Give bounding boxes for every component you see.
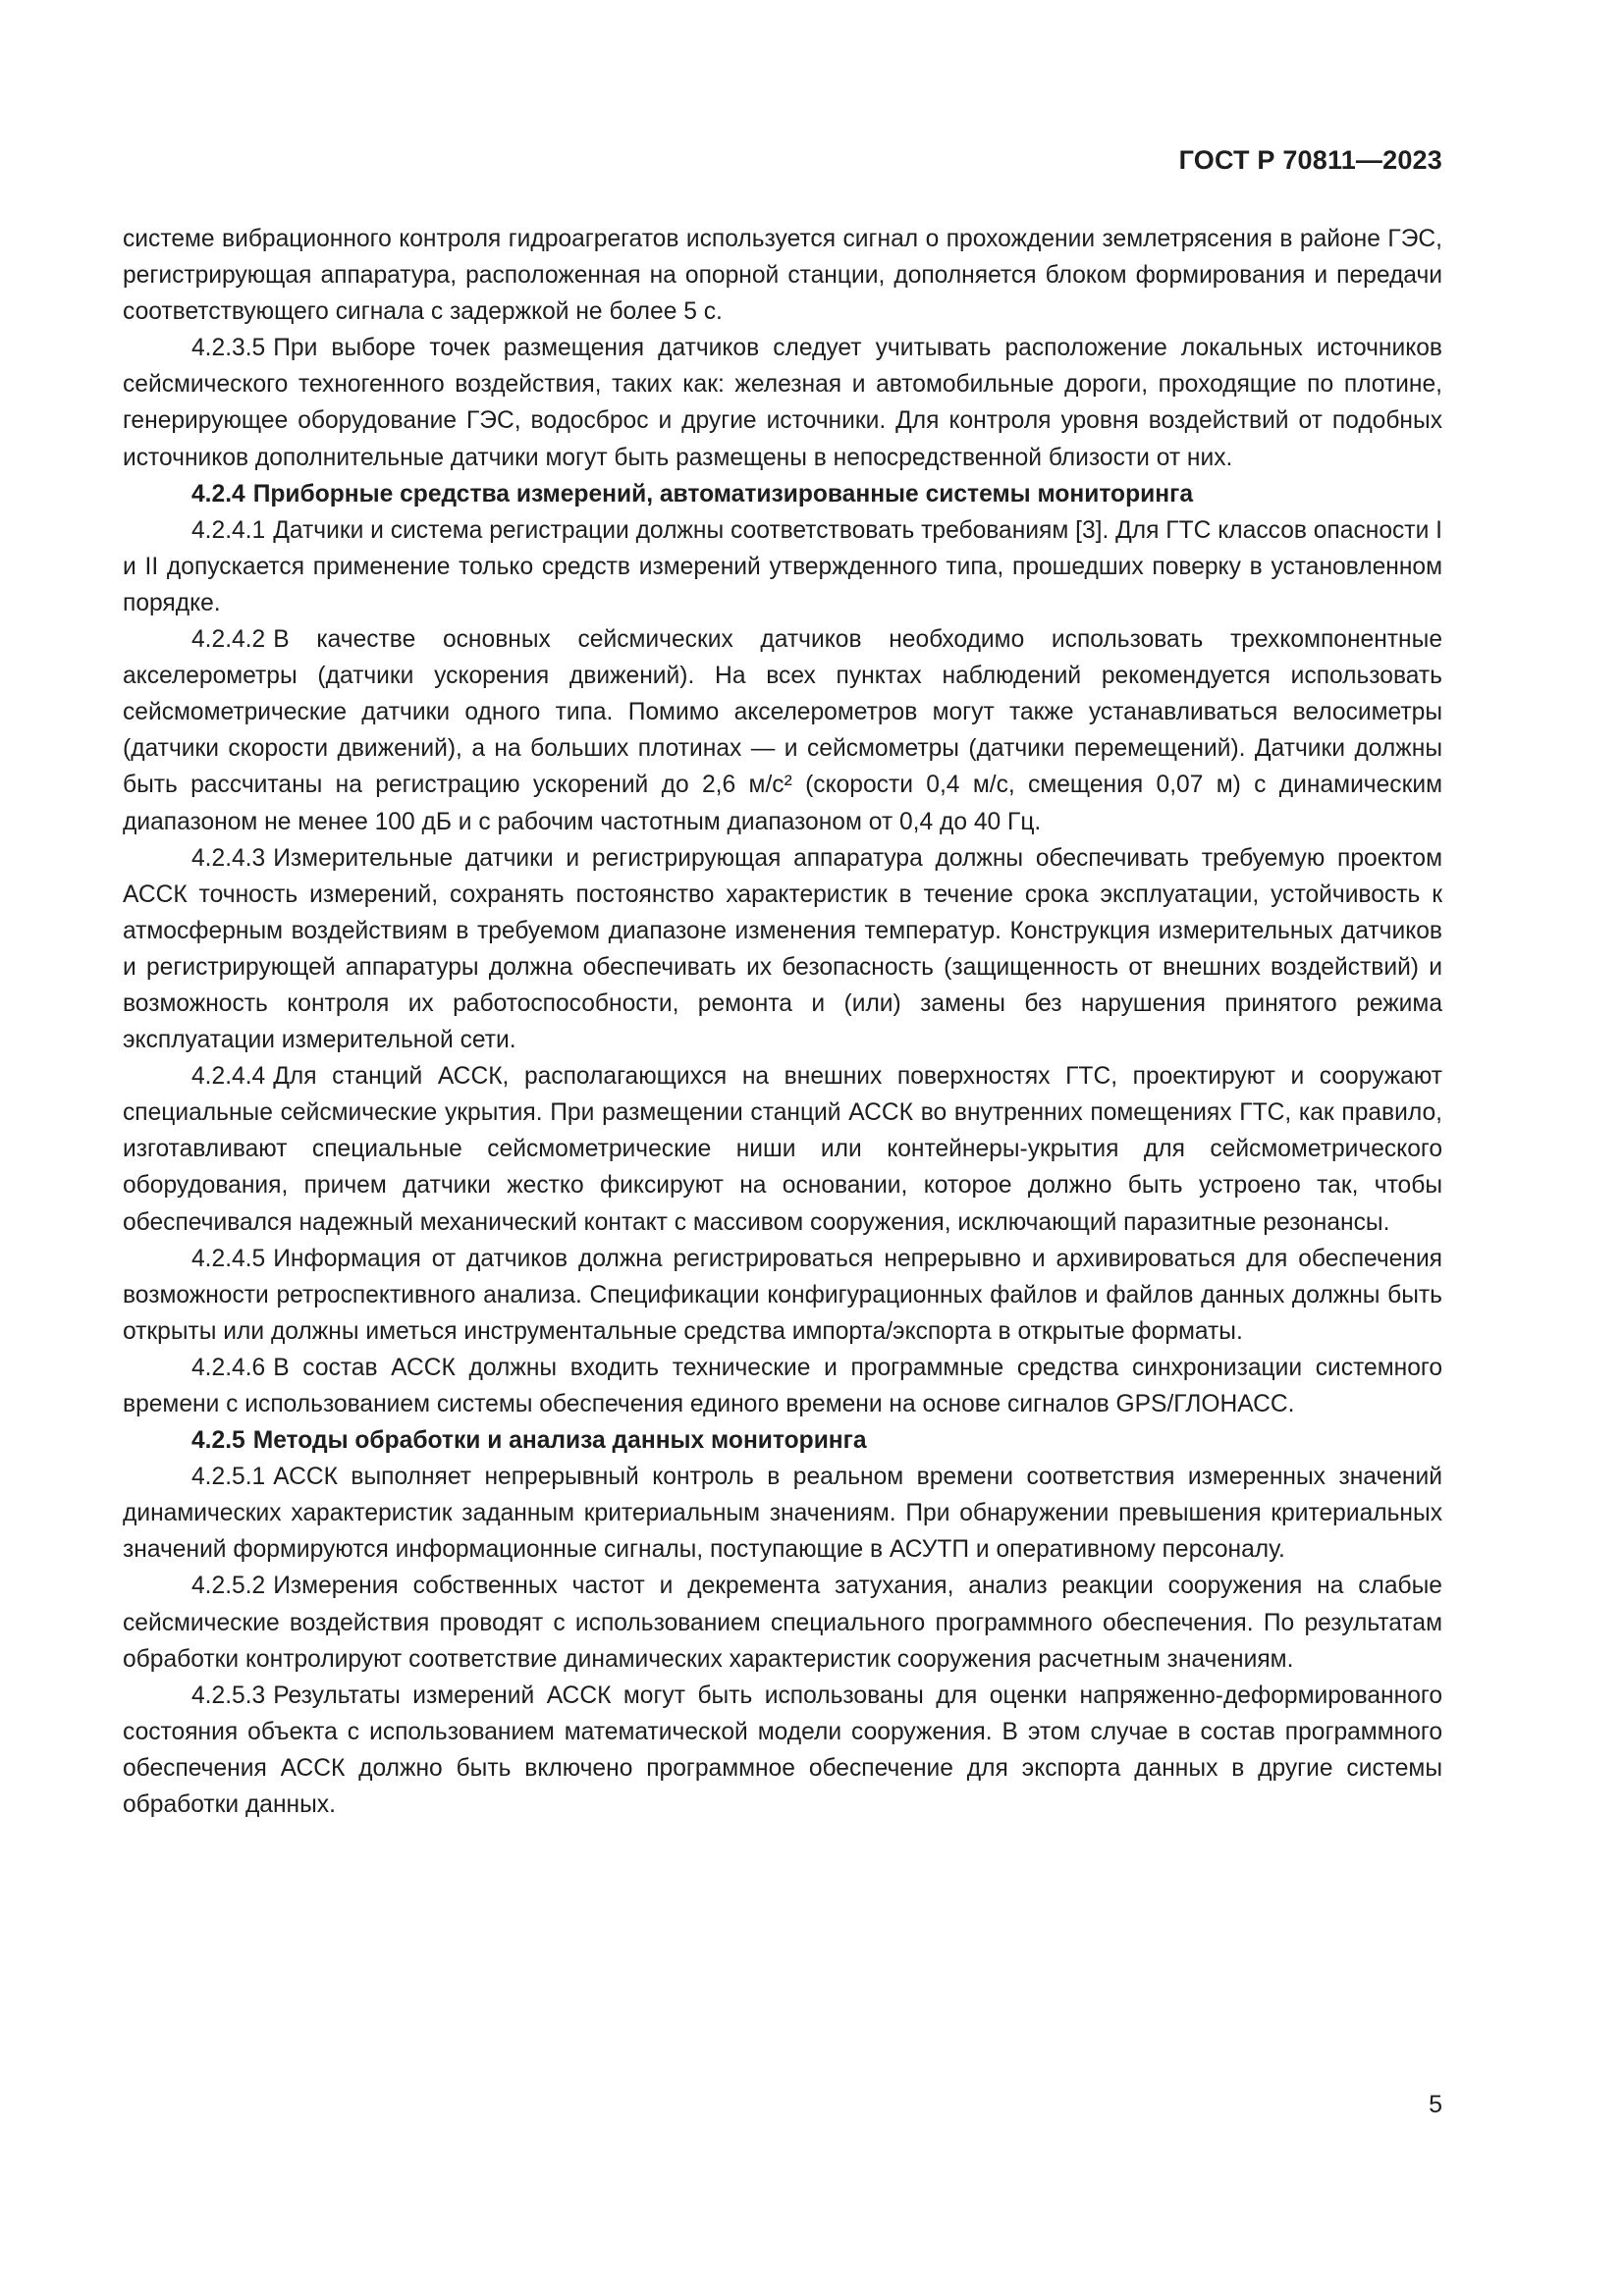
paragraph bbox=[123, 221, 1442, 330]
paragraph bbox=[123, 1568, 1442, 1677]
paragraph-text: Результаты измерений АССК могут быть использованы для оценки напряженно-деформированного состояния объекта с использованием математической модели сооружения. В этом случае в состав программного обеспечения АССК должно быть включено программное обеспечение для экспорта данных в другие системы обработки данных. bbox=[123, 1682, 1442, 1819]
section-title: Методы обработки и анализа данных мониторинга bbox=[252, 1427, 867, 1455]
section-number: 4.2.5 bbox=[191, 1427, 245, 1455]
paragraph bbox=[123, 840, 1442, 1059]
clause-number: 4.2.3.5 bbox=[191, 335, 266, 362]
paragraph bbox=[123, 1058, 1442, 1240]
clause-number: 4.2.5.1 bbox=[191, 1464, 266, 1491]
paragraph bbox=[123, 330, 1442, 475]
clause-number: 4.2.5.3 bbox=[191, 1682, 266, 1709]
page-number: 5 bbox=[1429, 2091, 1442, 2118]
document-standard-number: ГОСТ Р 70811—2023 bbox=[1178, 145, 1442, 175]
paragraph bbox=[123, 1241, 1442, 1350]
section-heading bbox=[123, 476, 1442, 512]
document-body bbox=[123, 221, 1442, 1823]
paragraph bbox=[123, 1678, 1442, 1823]
paragraph-text: Датчики и система регистрации должны соответствовать требованиям [3]. Для ГТС классов опасности I и II допускается применение только средств измерений утвержденного типа, прошедших поверку в установленном порядке. bbox=[123, 516, 1442, 616]
clause-number: 4.2.4.1 bbox=[191, 516, 266, 544]
paragraph-text: В состав АССК должны входить технические и программные средства синхронизации системного времени с использованием системы обеспечения единого времени на основе сигналов GPS/ГЛОНАСС. bbox=[123, 1354, 1442, 1417]
paragraph-text: Измерения собственных частот и декремента затухания, анализ реакции сооружения на слабые сейсмические воздействия проводят с использованием специального программного обеспечения. По результатам обработки контролируют соответствие динамических характеристик сооружения расчетным значениям. bbox=[123, 1573, 1442, 1673]
paragraph bbox=[123, 621, 1442, 840]
paragraph bbox=[123, 1350, 1442, 1422]
paragraph-text: Информация от датчиков должна регистрироваться непрерывно и архивироваться для обеспечения возможности ретроспективного анализа. Спецификации конфигурационных файлов и файлов данных должны быть открыты или должны иметься инструментальные средства импорта/экспорта в открытые форматы. bbox=[123, 1245, 1442, 1345]
paragraph bbox=[123, 512, 1442, 621]
paragraph-text: В качестве основных сейсмических датчиков необходимо использовать трехкомпонентные акселерометры (датчики ускорения движений). На всех пунктах наблюдений рекомендуется использовать сейсмометрические датчики одного типа. Помимо акселерометров могут также устанавливаться велосиметры (датчики скорости движений), а на больших плотинах — и сейсмометры (датчики перемещений). Датчики должны быть рассчитаны на регистрацию ускорений до 2,6 м/с² (скорости 0,4 м/с, смещения 0,07 м) с динамическим диапазоном не менее 100 дБ и с рабочим частотным диапазоном от 0,4 до 40 Гц. bbox=[123, 626, 1442, 835]
clause-number: 4.2.4.6 bbox=[191, 1354, 266, 1381]
section-heading bbox=[123, 1422, 1442, 1459]
clause-number: 4.2.4.2 bbox=[191, 626, 266, 654]
paragraph-text: Для станций АССК, располагающихся на внешних поверхностях ГТС, проектируют и сооружают специальные сейсмические укрытия. При размещении станций АССК во внутренних помещениях ГТС, как правило, изготавливают специальные сейсмометрические ниши или контейнеры-укрытия для сейсмометрического оборудования, причем датчики жестко фиксируют на основании, которое должно быть устроено так, чтобы обеспечивался надежный механический контакт с массивом сооружения, исключающий паразитные резонансы. bbox=[123, 1063, 1442, 1236]
section-number: 4.2.4 bbox=[191, 480, 245, 507]
paragraph-text: При выборе точек размещения датчиков следует учитывать расположение локальных источников сейсмического техногенного воздействия, таких как: железная и автомобильные дороги, проходящие по плотине, генерирующее оборудование ГЭС, водосброс и другие источники. Для контроля уровня воздействий от подобных источников дополнительные датчики могут быть размещены в непосредственной близости от них. bbox=[123, 335, 1442, 471]
paragraph bbox=[123, 1459, 1442, 1568]
clause-number: 4.2.5.2 bbox=[191, 1573, 266, 1600]
clause-number: 4.2.4.5 bbox=[191, 1245, 266, 1272]
paragraph-text: АССК выполняет непрерывный контроль в реальном времени соответствия измеренных значений динамических характеристик заданным критериальным значениям. При обнаружении превышения критериальных значений формируются информационные сигналы, поступающие в АСУТП и оперативному персоналу. bbox=[123, 1464, 1442, 1564]
clause-number: 4.2.4.3 bbox=[191, 844, 266, 872]
paragraph-text: системе вибрационного контроля гидроагрегатов используется сигнал о прохождении землетрясения в районе ГЭС, регистрирующая аппаратура, расположенная на опорной станции, дополняется блоком формирования и передачи соответствующего сигнала с задержкой не более 5 с. bbox=[123, 226, 1442, 326]
paragraph-text: Измерительные датчики и регистрирующая аппаратура должны обеспечивать требуемую проектом АССК точность измерений, сохранять постоянство характеристик в течение срока эксплуатации, устойчивость к атмосферным воздействиям в требуемом диапазоне изменения температур. Конструкция измерительных датчиков и регистрирующей аппаратуры должна обеспечивать их безопасность (защищенность от внешних воздействий) и возможность контроля их работоспособности, ремонта и (или) замены без нарушения принятого режима эксплуатации измерительной сети. bbox=[123, 844, 1442, 1054]
clause-number: 4.2.4.4 bbox=[191, 1063, 266, 1091]
section-title: Приборные средства измерений, автоматизированные системы мониторинга bbox=[252, 480, 1193, 507]
